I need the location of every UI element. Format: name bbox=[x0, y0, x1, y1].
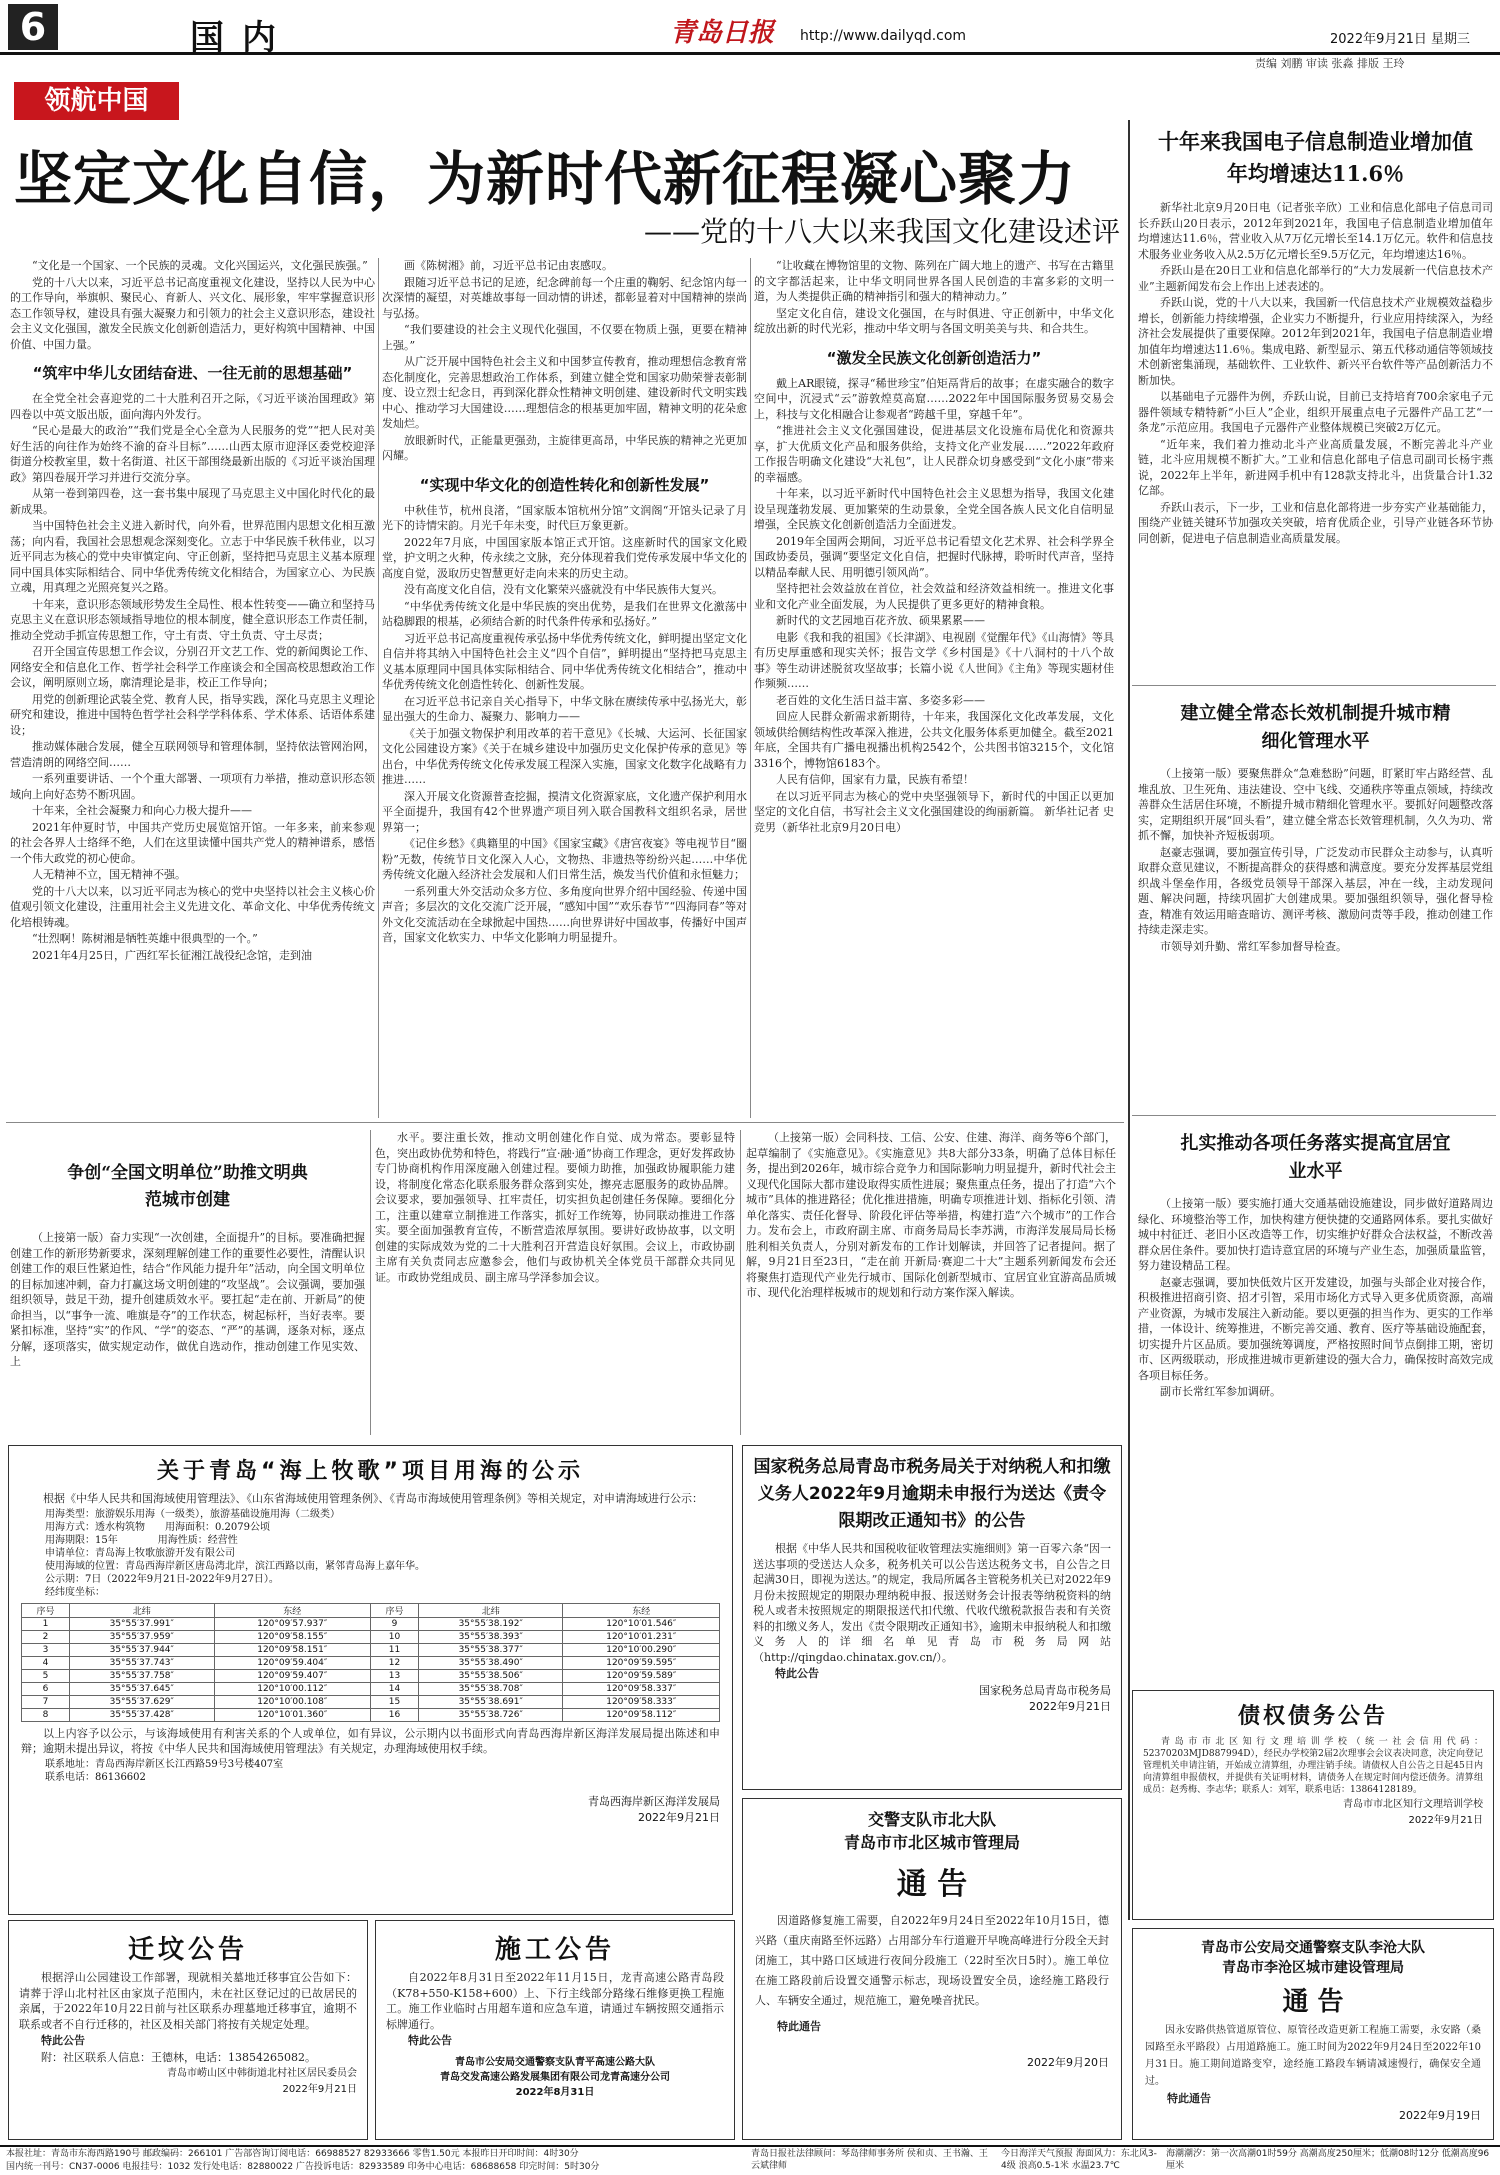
page-footer bbox=[6, 2148, 1496, 2175]
right-article-1 bbox=[1138, 120, 1493, 680]
paragraph: （上接第一版）要聚焦群众“急难愁盼”问题，盯紧盯牢占路经营、乱堆乱放、卫生死角、违法建设、空中飞线、交通秩序等重点领域，持续改善群众生活居住环境，不断提升城市精细化管理水平。要抓好问题整改落实，定期组织开展“回头看”，建立健全常态长效管理机制，久久为功、常抓不懈，加快补齐短板弱项。 bbox=[1138, 767, 1493, 842]
paragraph: 戴上AR眼镜，探寻“稀世珍宝”伯矩鬲背后的故事；在虚实融合的数字空间中，沉浸式“云”游敦煌莫高窟……2022年中国国际服务贸易交易会上，科技与文化相融合让参观者“跨越千里，穿越千年”。 bbox=[754, 376, 1114, 421]
paragraph: 一系列重要讲话、一个个重大部署、一项项有力举措，推动意识形态领域向上向好态势不断巩固。 bbox=[10, 772, 375, 801]
paragraph: 2022年7月底，中国国家版本馆正式开馆。这座新时代的国家文化殿堂，护文明之火种，传永续之文脉，充分体现着我们党传承发展中华文化的高度自觉，汲取历史智慧更好走向未来的历史主动。 bbox=[382, 535, 747, 580]
table-cell: 1 bbox=[22, 1617, 70, 1630]
paragraph: 从第一卷到第四卷，这一套书集中展现了马克思主义中国化时代化的最新成果。 bbox=[10, 487, 375, 516]
grave-notice-date: 2022年9月21日 bbox=[282, 2084, 357, 2095]
paragraph: 十年来，意识形态领域形势发生全局性、根本性转变——确立和坚持马克思主义在意识形态领域指导地位的根本制度，健全意识形态工作责任制，推动全党动手抓宣传思想工作，守土有责、守土负责、守土尽责； bbox=[10, 597, 375, 642]
paragraph: 习近平总书记高度重视传承弘扬中华优秀传统文化，鲜明提出坚定文化自信并将其纳入中国特色社会主义“四个自信”，鲜明提出“坚持把马克思主义基本原理同中国具体实际相结合、同中华优秀传统文化相结合”，推动中华优秀传统文化创造性转化、创新性发展。 bbox=[382, 631, 747, 691]
table-header-cell: 序号 bbox=[22, 1603, 70, 1617]
table-cell: 35°55′37.645″ bbox=[69, 1682, 214, 1695]
paragraph: 以基础电子元器件为例，乔跃山说，目前已支持培育700余家电子元器件领域专精特新“小巨人”企业，组织开展重点电子元器件产品工艺“一条龙”示范应用。我国电子元器件产业整体规模已突破2万亿元。 bbox=[1138, 390, 1493, 434]
sea-use-intro: 根据《中华人民共和国海域使用管理法》、《山东省海域使用管理条例》、《青岛市海域使用管理条例》等相关规定，对申请海域进行公示： bbox=[43, 1492, 703, 1505]
paragraph: 乔跃山表示，下一步，工业和信息化部将进一步夯实产业基础能力，围绕产业链关键环节加强攻关突破，培育优质企业，引导产业链各环节协同创新，促进电子信息制造业高质量发展。 bbox=[1138, 500, 1493, 545]
paragraph: 推动媒体融合发展，健全互联网领导和管理体制，坚持依法管网治网，营造清朗的网络空间…… bbox=[10, 740, 375, 769]
shibei-title-top: 交警支队市北大队 bbox=[867, 1810, 996, 1829]
sea-use-date: 2022年9月21日 bbox=[638, 1810, 720, 1824]
issue-date bbox=[1330, 28, 1470, 47]
table-row bbox=[22, 1630, 720, 1643]
paragraph: “推进社会主义文化强国建设，促进基层文化设施布局优化和资源共享，扩大优质文化产品和服务供给，支持文化产业发展……”2022年政府工作报告明确文化建设“大礼包”，让人民群众切身感受到“文化小康”带来的幸福感。 bbox=[754, 424, 1114, 484]
notice-line: 用海方式：透水构筑物 用海面积：0.2079公顷 bbox=[45, 1521, 270, 1533]
article-subhead-1: “筑牢中华儿女团结奋进、一往无前的思想基础” bbox=[32, 364, 353, 382]
weekday-text: 星期三 bbox=[1431, 32, 1471, 47]
paragraph: 十年来，以习近平新时代中国特色社会主义思想为指导，我国文化建设呈现蓬勃发展、更加繁荣的生动景象，全党全国各族人民文化自信明显增强，全民族文化创新创造活力全面迸发。 bbox=[754, 487, 1114, 531]
table-cell: 35°55′38.726″ bbox=[418, 1708, 563, 1721]
paragraph: 中秋佳节，杭州良渚，“国家版本馆杭州分馆”文润阁“开馆头记录了月光下的诗情宋韵。月光千年未变，时代巨万象更新。 bbox=[382, 503, 747, 532]
table-cell: 120°09′59.595″ bbox=[563, 1656, 720, 1669]
grave-notice-sign: 青岛市崂山区中韩街道北村社区居民委员会 bbox=[167, 2068, 357, 2079]
table-cell: 120°10′00.112″ bbox=[214, 1682, 370, 1695]
sea-use-notice bbox=[8, 1445, 733, 1915]
table-cell: 35°55′38.691″ bbox=[418, 1695, 563, 1708]
paragraph: 市领导刘升勤、常红军参加督导检查。 bbox=[1160, 939, 1347, 953]
table-cell: 120°09′58.151″ bbox=[214, 1643, 370, 1656]
paragraph: 《记住乡愁》《典籍里的中国》《国家宝藏》《唐宫夜宴》等电视节目“圈粉”无数，传统节日文化深入人心，文物热、非遗热等纷纷兴起……中华优秀传统文化融入经济社会发展和人们日常生活，焕发当代价值和永恒魅力； bbox=[382, 837, 747, 881]
table-cell: 35°55′38.708″ bbox=[418, 1682, 563, 1695]
paragraph: “我们要建设的社会主义现代化强国，不仅要在物质上强，更要在精神上强。” bbox=[382, 323, 747, 352]
table-cell: 6 bbox=[22, 1682, 70, 1695]
paragraph: 新华社北京9月20日电（记者张辛欣）工业和信息化部电子信息司司长乔跃山20日表示，2012年到2021年，我国电子信息制造业增加值年均增速达11.6％，营业收入从7万亿元增长至14.1万亿元。软件和信息技术服务业业务收入从2.5万亿元增长至9.5万亿元，年均增速达16％。 bbox=[1138, 201, 1493, 261]
notice-line: 公示期：7日（2022年9月21日-2022年9月27日）。 bbox=[45, 1573, 279, 1585]
table-cell: 120°09′59.589″ bbox=[563, 1669, 720, 1682]
table-row bbox=[22, 1669, 720, 1682]
paragraph: 新时代的文艺园地百花齐放、硕果累累—— bbox=[776, 614, 985, 627]
paragraph: 放眼新时代，正能量更强劲，主旋律更高昂，中华民族的精神之光更加闪耀。 bbox=[382, 433, 747, 462]
paragraph: 十年来，全社会凝聚力和向心力极大提升—— bbox=[32, 804, 252, 817]
table-cell: 14 bbox=[370, 1682, 418, 1695]
tax-notice-body: 根据《中华人民共和国税收征收管理法实施细则》第一百零六条“因一送达事项的受送达人众多，税务机关可以公告送达税务文书，自公告之日起满30日，即视为送达。”的规定，我局所属各主管税务机关已对2022年9月份未按照规定的期限办理纳税申报、报送财务会计报表等纳税资料的纳税人或者未按照规定的期限报送代扣代缴、代收代缴税款报告表和有关资料的扣缴义务人，发出《责令限期改正通知书》，逾期未申报纳税人和扣缴义务人的详细名单见青岛市税务局网站（http://qingdao.chinatax.gov.cn/）。 bbox=[753, 1542, 1111, 1664]
article-subhead-3: “激发全民族文化创新创造活力” bbox=[826, 348, 1042, 367]
table-cell: 15 bbox=[370, 1695, 418, 1708]
paragraph: 画《陈树湘》前，习近平总书记由衷感叹。 bbox=[404, 259, 613, 272]
debt-notice-date: 2022年9月21日 bbox=[1408, 1815, 1483, 1826]
construction-date: 2022年8月31日 bbox=[515, 2086, 595, 2098]
paper-logo: 青岛日报 bbox=[670, 18, 775, 48]
debt-notice-sign: 青岛市市北区知行文理培训学校 bbox=[1343, 1799, 1483, 1810]
construction-sign-1: 青岛市公安局交通警察支队青平高速公路大队 bbox=[455, 2056, 655, 2068]
mid-article-2 bbox=[375, 1130, 735, 1435]
footer-line-1: 本报社址：青岛市东海西路190号 邮政编码：266101 广告部咨询订阅电话：66988527 82933666 零售1.50元 本报昨日开印时间：4时30分 bbox=[6, 2149, 579, 2159]
article-col-3 bbox=[754, 258, 1114, 1118]
table-cell: 12 bbox=[370, 1656, 418, 1669]
construction-notice-spec: 特此公告 bbox=[408, 2034, 452, 2047]
paragraph: 副市长常红军参加调研。 bbox=[1160, 1385, 1281, 1398]
article-col-2 bbox=[382, 258, 747, 1118]
notice-line: 经纬度坐标： bbox=[45, 1586, 105, 1598]
table-header-cell: 北纬 bbox=[69, 1603, 214, 1617]
table-cell: 120°09′58.337″ bbox=[563, 1682, 720, 1695]
grave-notice-spec: 特此公告 bbox=[41, 2034, 85, 2047]
paragraph: 当中国特色社会主义进入新时代，向外看，世界范围内思想文化相互激荡；向内看，我国社会思想观念深刻变化。立志于中华民族千秋伟业，以习近平同志为核心的党中央审慎定向、守正创新，坚持把马克思主义基本原理同中国具体实际相结合、同中华优秀传统文化相结合，为国家立心、为民族立魂，用真理之光照亮复兴之路。 bbox=[10, 519, 375, 594]
table-cell: 120°09′58.112″ bbox=[563, 1708, 720, 1721]
footer-weather: 今日海洋天气预报 海面风力：东北风3-4级 浪高0.5-1米 水温23.7℃ bbox=[1001, 2149, 1157, 2171]
paragraph: 党的十八大以来，习近平总书记高度重视文化建设，坚持以人民为中心的工作导向，举旗帜、聚民心、育新人、兴文化、展形象，牢牢掌握意识形态工作领导权，建设具有强大凝聚力和引领力的社会主义意识形态，建设社会主义文化强国，激发全民族文化创新创造活力，更好构筑中国精神、中国价值、中国力量。 bbox=[10, 275, 375, 351]
table-cell: 13 bbox=[370, 1669, 418, 1682]
right-article-3-title: 扎实推动各项任务落实提高宜居宜业水平 bbox=[1180, 1133, 1451, 1182]
tax-notice-sign: 国家税务总局青岛市税务局 bbox=[979, 1683, 1111, 1697]
grave-notice-body: 根据浮山公园建设工作部署，现就相关墓地迁移事宜公告如下：请葬于浮山北村社区由家岚子范围内，未在社区登记过的已故居民的亲属，于2022年10月22日前与社区联系办理墓地迁移事宜，逾期不联系或者不自行迁移的，社区及相关部门将按有关规定处理。 bbox=[19, 1971, 357, 2031]
table-cell: 35°55′38.490″ bbox=[418, 1656, 563, 1669]
shibei-date: 2022年9月20日 bbox=[1027, 2055, 1109, 2069]
licang-date: 2022年9月19日 bbox=[1399, 2108, 1481, 2122]
shibei-spec: 特此通告 bbox=[777, 2020, 821, 2033]
table-cell: 120°10′01.360″ bbox=[214, 1708, 370, 1721]
paragraph: 党的十八大以来，以习近平同志为核心的党中央坚持以社会主义核心价值观引领文化建设，注重用社会主义先进文化、革命文化、中华优秀传统文化培根铸魂。 bbox=[10, 884, 375, 929]
paragraph: 赵豪志强调，要加快低效片区开发建设，加强与头部企业对接合作，积极推进招商引资、招才引智，采用市场化方式导入更多优质资源，高端产业资源，为城市发展注入新动能。要以更强的担当作为、更实的工作举措，一体设计、统筹推进，不断完善交通、教育、医疗等基础设施配套，切实提升片区品质。要加强统筹调度，严格按照时间节点倒排工期，密切市、区两级联动，形成推进城市更新建设的强大合力，确保按时高效完成各项目标任务。 bbox=[1138, 1275, 1493, 1382]
table-row bbox=[22, 1656, 720, 1669]
table-cell: 7 bbox=[22, 1695, 70, 1708]
paragraph: 回应人民群众新需求新期待，十年来，我国深化文化改革发展，文化领域供给侧结构性改革深入推进，公共文化服务体系更加健全。截至2021年底，全国共有广播电视播出机构2542个，公共图书馆3215个，文化馆3316个，博物馆6183个。 bbox=[754, 710, 1114, 770]
debt-notice bbox=[1132, 1690, 1494, 1920]
paragraph: “近年来，我们着力推动北斗产业高质量发展，不断完善北斗产业链，北斗应用规模不断扩大。”工业和信息化部电子信息司副司长杨宇燕说，2022年上半年，新进网手机中有128款支持北斗，出货量合计1.32亿部。 bbox=[1138, 437, 1493, 497]
page-header bbox=[0, 0, 1500, 70]
right-article-3 bbox=[1138, 1120, 1493, 1680]
section-tag: 领航中国 bbox=[14, 82, 179, 120]
table-cell: 120°09′57.937″ bbox=[214, 1617, 370, 1630]
paragraph: 《关于加强文物保护利用改革的若干意见》《长城、大运河、长征国家文化公园建设方案》《关于在城乡建设中加强历史文化保护传承的意见》等出台，中华优秀传统文化传承发展工程深入实施，国家文化数字化战略有力推进…… bbox=[382, 726, 747, 786]
sea-use-sign: 青岛西海岸新区海洋发展局 bbox=[588, 1794, 720, 1808]
table-cell: 35°55′37.758″ bbox=[69, 1669, 214, 1682]
table-row bbox=[22, 1682, 720, 1695]
paragraph: “壮烈啊！陈树湘是牺牲英雄中很典型的一个。” bbox=[32, 932, 258, 945]
traffic-notice-licang bbox=[1132, 1928, 1494, 2140]
paragraph: 人民有信仰，国家有力量，民族有希望！ bbox=[776, 773, 974, 786]
shibei-title-mid: 青岛市市北区城市管理局 bbox=[843, 1833, 1020, 1852]
mid-article-1 bbox=[10, 1130, 365, 1435]
table-cell: 35°55′38.377″ bbox=[418, 1643, 563, 1656]
coordinate-table bbox=[21, 1603, 720, 1722]
right-article-1-title: 十年来我国电子信息制造业增加值年均增速达11.6％ bbox=[1158, 129, 1473, 186]
mid-article-3 bbox=[746, 1130, 1116, 1435]
tax-notice bbox=[742, 1445, 1122, 1790]
sea-use-title: 关于青岛“海上牧歌”项目用海的公示 bbox=[157, 1459, 584, 1484]
table-row bbox=[22, 1695, 720, 1708]
right-article-2-title: 建立健全常态长效机制提升城市精细化管理水平 bbox=[1180, 703, 1451, 752]
paragraph: 老百姓的文化生活日益丰富、多姿多彩—— bbox=[776, 693, 985, 707]
notice-line: 用海类型：旅游娱乐用海（一级类），旅游基础设施用海（二级类） bbox=[45, 1508, 340, 1520]
table-cell: 35°55′38.393″ bbox=[418, 1630, 563, 1643]
table-cell: 11 bbox=[370, 1643, 418, 1656]
main-headline: 坚定文化自信，为新时代新征程凝心聚力 bbox=[14, 145, 1077, 213]
table-cell: 3 bbox=[22, 1643, 70, 1656]
table-cell: 120°10′01.546″ bbox=[563, 1617, 720, 1630]
construction-notice-title: 施工公告 bbox=[494, 1935, 615, 1965]
table-header-cell: 东经 bbox=[563, 1603, 720, 1617]
table-header-cell: 序号 bbox=[370, 1603, 418, 1617]
mid-article-3-body: （上接第一版）会同科技、工信、公安、住建、海洋、商务等6个部门，起草编制了《实施意见》。《实施意见》共8大部分33条，明确了总体目标任务，提出到2026年，城市综合竞争力和国际影响力明显提升，新时代社会主义现代化国际大都市建设取得实质性进展；聚焦重点任务，提出了打造“六个城市”具体的推进路径；优化推进措施，明确专项推进计划、指标化引领、清单化落实、责任化督导、阶段化评估等举措，构建打造“六个城市”的工作合力。发布会上，市政府副主席、市商务局局长李苏满，市海洋发展局局长杨胜利相关负责人，分别对新发布的工作计划解读，并回答了记者提问。据了解，9月21日至23日，“走在前 开新局·赛迎二十大”主题系列新闻发布会还将聚焦打造现代产业先行城市、国际化创新型城市、宜居宜业宜游高品质城市、现代化治理样板城市的规划和行动方案作深入解读。 bbox=[746, 1131, 1116, 1299]
paragraph: 用党的创新理论武装全党、教育人民，指导实践，深化马克思主义理论研究和建设，推进中国特色哲学社会科学学科体系、学术体系、话语体系建设； bbox=[10, 692, 375, 737]
table-cell: 120°09′58.155″ bbox=[214, 1630, 370, 1643]
paragraph: 坚持把社会效益放在首位，社会效益和经济效益相统一。推进文化事业和文化产业全面发展，为人民提供了更多更好的精神食粮。 bbox=[754, 582, 1114, 611]
section-name: 国内 bbox=[190, 18, 294, 58]
right-article-2 bbox=[1138, 690, 1493, 1110]
grave-notice-title: 迁坟公告 bbox=[127, 1935, 248, 1965]
table-cell: 35°55′37.428″ bbox=[69, 1708, 214, 1721]
paragraph: （上接第一版）要实施打通大交通基础设施建设，同步做好道路周边绿化、环境整治等工作，加快构建方便快捷的交通路网体系。要扎实做好城中村征迁、老旧小区改造等工作，切实维护好群众合法权益，不断改善群众居住条件。要加快打造诗意宜居的环境与产业生态，加强质量监管，努力建设精品工程。 bbox=[1138, 1197, 1493, 1272]
notice-line: 联系地址：青岛西海岸新区长江西路59号3号楼407室 bbox=[45, 1758, 284, 1770]
mid-article-2-body: 水平。要注重长效，推动文明创建化作自觉、成为常态。要彰显特色，突出政协优势和特色，将践行“宣·融·通”协商工作理念，更好发挥政协专门协商机构作用深度融入创建过程。要倾力助推，加强政协履职能力建设，将制度化常态化联系服务群众落到实处，擦亮志愿服务的政协品牌。会议要求，要加强领导、扛牢责任，切实担负起创建任务保障。要细化分工，注重以建章立制推进工作落实，抓好工作统筹，协同联动推进工作落实。要全面加强教育宣传，不断营造浓厚氛围。要讲好政协故事，以文明创建的实际成效为党的二十大胜利召开营造良好氛围。会议上，市政协副主席有关负责同志应邀参会，他们与政协机关全体党员干部群众共同见证。市政协党组成员、副主席马学泽参加会议。 bbox=[375, 1131, 735, 1284]
paragraph: 电影《我和我的祖国》《长津湖》、电视剧《觉醒年代》《山海情》等具有历史厚重感和现实关怀；报告文学《乡村国是》《十八洞村的十八个故事》等生动讲述脱贫攻坚故事；长篇小说《人世间》《主角》等现实题材佳作频频…… bbox=[754, 630, 1114, 690]
notice-line: 联系电话：86136602 bbox=[45, 1771, 146, 1783]
table-cell: 120°09′59.404″ bbox=[214, 1656, 370, 1669]
licang-spec: 特此通告 bbox=[1167, 2092, 1211, 2105]
construction-notice bbox=[375, 1920, 735, 2140]
paragraph: “中华优秀传统文化是中华民族的突出优势，是我们在世界文化激荡中站稳脚跟的根基，必须结合新的时代条件传承和弘扬好。” bbox=[382, 599, 747, 628]
paragraph: 坚定文化自信，建设文化强国，在与时俱进、守正创新中，中华文化绽放出新的时代光彩，推动中华文明与各国文明美美与共、和合共生。 bbox=[754, 306, 1114, 335]
debt-notice-title: 债权债务公告 bbox=[1237, 1704, 1388, 1729]
footer-tide: 海潮潮汐：第一次高潮01时59分 高潮高度250厘米；低潮08时12分 低潮高度96厘米 bbox=[1166, 2149, 1490, 2171]
notice-line: 用海期限：15年 用海性质：经营性 bbox=[45, 1534, 238, 1546]
construction-notice-body: 自2022年8月31日至2022年11月15日，龙青高速公路青岛段（K78+550-K158+600）上、下行主线部分路缘石维修更换工程施工。施工作业临时占用超车道和应急车道，请通过车辆按照交通指示标牌通行。 bbox=[386, 1971, 724, 2031]
table-cell: 120°09′59.407″ bbox=[214, 1669, 370, 1682]
table-cell: 5 bbox=[22, 1669, 70, 1682]
notice-line: 申请单位：青岛海上牧歌旅游开发有限公司 bbox=[45, 1547, 235, 1559]
paragraph: 从广泛开展中国特色社会主义和中国梦宣传教育，推动理想信念教育常态化制度化，完善思想政治工作体系，到建立健全党和国家功勋荣誉表彰制度、设立烈士纪念日，再到深化群众性精神文明创建、建设新时代文明实践中心、推动学习大国建设……理想信念的根基更加牢固，精神文明的花朵愈发灿烂。 bbox=[382, 355, 747, 430]
table-cell: 35°55′37.959″ bbox=[69, 1630, 214, 1643]
table-cell: 120°10′00.290″ bbox=[563, 1643, 720, 1656]
paragraph: 2021年4月25日，广西红军长征湘江战役纪念馆，走到油 bbox=[32, 948, 312, 962]
shibei-body: 因道路修复施工需要，自2022年9月24日至2022年10月15日，德兴路（重庆南路至怀远路）占用部分车行道避开早晚高峰进行分段全天封闭施工，其中路口区域进行夜间分段施工（22时至次日5时）。施工单位在施工路段前后设置交通警示标志，现场设置安全员，途经施工路段行人、车辆安全通过，规范施工，避免噪音扰民。 bbox=[755, 1914, 1109, 2007]
footer-line-2: 国内统一刊号：CN37-0006 电报挂号：1032 发行处电话：82880022 广告投诉电话：82933589 印务中心电话：68688658 印完时间：5时30分 bbox=[6, 2162, 600, 2172]
footer-line-3: 青岛日报社法律顾问：琴岛律师事务所 侯和贞、王书瀚、王云斌律师 bbox=[751, 2149, 988, 2171]
page-number: 6 bbox=[8, 4, 58, 50]
paragraph: 在习近平总书记亲自关心指导下，中华文脉在赓续传承中弘扬光大，彰显出强大的生命力、凝聚力、影响力—— bbox=[382, 694, 747, 723]
notice-line: 使用海域的位置：青岛西海岸新区唐岛湾北岸，滨江西路以南，紧邻青岛海上嘉年华。 bbox=[45, 1560, 425, 1572]
paragraph: 人无精神不立，国无精神不强。 bbox=[32, 868, 186, 881]
table-cell: 4 bbox=[22, 1656, 70, 1669]
table-cell: 16 bbox=[370, 1708, 418, 1721]
paragraph: 召开全国宣传思想工作会议，分别召开文艺工作、党的新闻舆论工作、网络安全和信息化工作、哲学社会科学工作座谈会和全国高校思想政治工作会议，阐明原则立场，廓清理论是非，校正工作导向； bbox=[10, 645, 375, 689]
table-cell: 35°55′37.991″ bbox=[69, 1617, 214, 1630]
table-cell: 9 bbox=[370, 1617, 418, 1630]
table-cell: 35°55′37.944″ bbox=[69, 1643, 214, 1656]
table-cell: 35°55′38.192″ bbox=[418, 1617, 563, 1630]
paragraph: “让收藏在博物馆里的文物、陈列在广阔大地上的遗产、书写在古籍里的文字都活起来，让中华文明同世界各国人民创造的丰富多彩的文明一道，为人类提供正确的精神指引和强大的精神动力。” bbox=[754, 259, 1114, 303]
licang-title-top: 青岛市公安局交通警察支队李沧大队 bbox=[1201, 1940, 1425, 1956]
table-cell: 120°10′01.231″ bbox=[563, 1630, 720, 1643]
traffic-notice-shibei bbox=[742, 1798, 1122, 2140]
mid-article-1-title: 争创“全国文明单位”助推文明典范城市创建 bbox=[67, 1163, 308, 1210]
paragraph: 跟随习近平总书记的足迹，纪念碑前每一个庄重的鞠躬、纪念馆内每一次深情的凝望，对英雄故事每一回动情的讲述，都彰显着对中国精神的崇尚与弘扬。 bbox=[382, 275, 747, 320]
main-subtitle: ——党的十八大以来我国文化建设述评 bbox=[643, 215, 1120, 248]
mid-article-1-body: （上接第一版）奋力实现“一次创建，全面提升”的目标。要准确把握创建工作的新形势新要求，深刻理解创建工作的重要性必要性，清醒认识创建工作的艰巨性紧迫性，结合“作风能力提升年”活动，向全国文明单位的目标加速冲刺，奋力打赢这场文明创建的“攻坚战”。会议强调，要加强组织领导，鼓足干劲，提升创建质效水平。要扛起“走在前、开新局”的使命担当，以“事争一流、唯旗是夺”的工作状态，树起标杆，当好表率。要紧扣标准，坚持“实”的作风、“学”的姿态、“严”的基调，逐条对标，逐点分解，逐项落实，做实规定动作，做优自选动作，推动创建工作见实效、上 bbox=[10, 1231, 365, 1368]
table-row bbox=[22, 1617, 720, 1630]
article-col-1 bbox=[10, 258, 375, 1118]
table-cell: 120°09′58.333″ bbox=[563, 1695, 720, 1708]
date-text: 2022年9月21日 bbox=[1330, 32, 1427, 47]
tax-notice-title: 国家税务总局青岛市税务局关于对纳税人和扣缴义务人2022年9月逾期未申报行为送达《责令限期改正通知书》的公告 bbox=[753, 1457, 1111, 1531]
paragraph: “文化是一个国家、一个民族的灵魂。文化兴国运兴，文化强民族强。” bbox=[32, 259, 368, 272]
paragraph: 2021年仲夏时节，中国共产党历史展览馆开馆。一年多来，前来参观的社会各界人士络绎不绝，人们在这里读懂中国共产党人的精神谱系，感悟一个伟大政党的初心使命。 bbox=[10, 820, 375, 865]
table-cell: 2 bbox=[22, 1630, 70, 1643]
table-cell: 35°55′37.743″ bbox=[69, 1656, 214, 1669]
paragraph: 深入开展文化资源普查挖掘，摸清文化资源家底，文化遗产保护利用水平全面提升，我国有42个世界遗产项目列入联合国教科文组织名录，居世界第一； bbox=[382, 789, 747, 834]
table-cell: 35°55′38.506″ bbox=[418, 1669, 563, 1682]
tax-notice-date: 2022年9月21日 bbox=[1029, 1699, 1111, 1713]
paragraph: 没有高度文化自信，没有文化繁荣兴盛就没有中华民族伟大复兴。 bbox=[404, 583, 723, 596]
paragraph: 一系列重大外交活动众多方位、多角度向世界介绍中国经验、传递中国声音；多层次的文化交流广泛开展，“感知中国”“欢乐春节”“四海同春”等对外文化交流活动在全球掀起中国热……向世界讲好中国故事，传播好中国声音，国家文化软实力、中华文化影响力明显提升。 bbox=[382, 884, 747, 944]
paper-url: http://www.dailyqd.com bbox=[800, 28, 967, 44]
paragraph: 在全党全社会喜迎党的二十大胜利召开之际，《习近平谈治国理政》第四卷以中英文版出版，面向海内外发行。 bbox=[10, 392, 375, 421]
tax-notice-spec: 特此公告 bbox=[775, 1667, 819, 1680]
table-cell: 120°10′00.108″ bbox=[214, 1695, 370, 1708]
table-cell: 35°55′37.629″ bbox=[69, 1695, 214, 1708]
sea-use-note: 以上内容予以公示，与该海域使用有利害关系的个人或单位，如有异议，公示期内以书面形式向青岛西海岸新区海洋发展局提出陈述和申辩；逾期未提出异议，将按《中华人民共和国海域使用管理法》有关规定，办理海域使用权手续。 bbox=[21, 1726, 720, 1755]
shibei-title-big: 通 告 bbox=[896, 1867, 968, 1902]
table-row bbox=[22, 1643, 720, 1656]
grave-notice-contact: 附：社区联系人信息：王德林，电话：13854265082。 bbox=[41, 2050, 316, 2064]
paragraph: “民心是最大的政治”“我们党是全心全意为人民服务的党”“把人民对美好生活的向往作为始终不渝的奋斗目标”……山西太原市迎泽区委党校迎泽街道分校教室里，数十名街道、社区干部围绕最新出版的《习近平谈治国理政》第四卷展开学习并进行交流分享。 bbox=[10, 424, 375, 484]
construction-sign-2: 青岛交发高速公路发展集团有限公司龙青高速分公司 bbox=[440, 2071, 670, 2083]
article-subhead-2: “实现中华文化的创造性转化和创新性发展” bbox=[419, 475, 710, 494]
table-header-cell: 东经 bbox=[214, 1603, 370, 1617]
licang-title-mid: 青岛市李沧区城市建设管理局 bbox=[1222, 1960, 1404, 1976]
table-header-cell: 北纬 bbox=[418, 1603, 563, 1617]
debt-notice-body: 青岛市市北区知行文理培训学校（统一社会信用代码：52370203MJD887994D），经民办学校第2届2次理事会会议表决同意，决定向登记管理机关申请注销，开始成立清算组，办理注销手续。请债权人自公告之日起45日内向清算组申报债权，并提供有关证明材料，请债务人在规定时间内偿还债务。清算组成员：赵秀梅、李志华；联系人：刘军，联系电话：13864128189。 bbox=[1143, 1737, 1483, 1795]
table-row bbox=[22, 1708, 720, 1721]
paragraph: 乔跃山说，党的十八大以来，我国新一代信息技术产业规模效益稳步增长，创新能力持续增强，企业实力不断提升，行业应用持续深入，为经济社会发展提供了重要保障。2012年到2021年，我国电子信息制造业增加值年均增速达11.6％。集成电路、新型显示、第五代移动通信等领域技术创新密集涌现，基础软件、工业软件、新兴平台软件等产品创新活力不断加快。 bbox=[1138, 296, 1493, 387]
paragraph: 在以习近平同志为核心的党中央坚强领导下，新时代的中国正以更加坚定的文化自信，书写社会主义文化强国建设的绚丽新篇。 新华社记者 史竞男（新华社北京9月20日电） bbox=[754, 789, 1114, 834]
grave-notice bbox=[8, 1920, 368, 2140]
table-cell: 8 bbox=[22, 1708, 70, 1721]
paragraph: 乔跃山是在20日工业和信息化部举行的“大力发展新一代信息技术产业”主题新闻发布会上作出上述表述的。 bbox=[1138, 264, 1493, 293]
licang-body: 因永安路供热管道原管位、原管径改造更新工程施工需要，永安路（桑园路至永平路段）占用道路施工。施工时间为2022年9月24日至2022年10月31日。施工期间道路变窄，途经施工路段车辆请减速慢行，确保安全通过。 bbox=[1145, 2025, 1481, 2087]
paragraph: 赵豪志强调，要加强宣传引导，广泛发动市民群众主动参与，认真听取群众意见建议，不断提高群众的获得感和满意度。要充分发挥基层党组织战斗堡垒作用，各级党员领导干部深入基层，冲在一线，主动发现问题、解决问题，持续巩固扩大创建成果。要加强组织领导，强化督导检查，精准有效运用暗查暗访、测评考核、激励问责等手段，推动创建工作持续走深走实。 bbox=[1138, 845, 1493, 936]
licang-title-big: 通 告 bbox=[1282, 1987, 1344, 2017]
paragraph: 2019年全国两会期间，习近平总书记看望文化艺术界、社会科学界全国政协委员，强调“要坚定文化自信，把握时代脉搏，聆听时代声音，坚持以精品奉献人民、用明德引领风尚”。 bbox=[754, 534, 1114, 579]
editors-line: 责编 刘鹏 审读 张淼 排版 王玲 bbox=[1255, 57, 1405, 70]
table-cell: 10 bbox=[370, 1630, 418, 1643]
